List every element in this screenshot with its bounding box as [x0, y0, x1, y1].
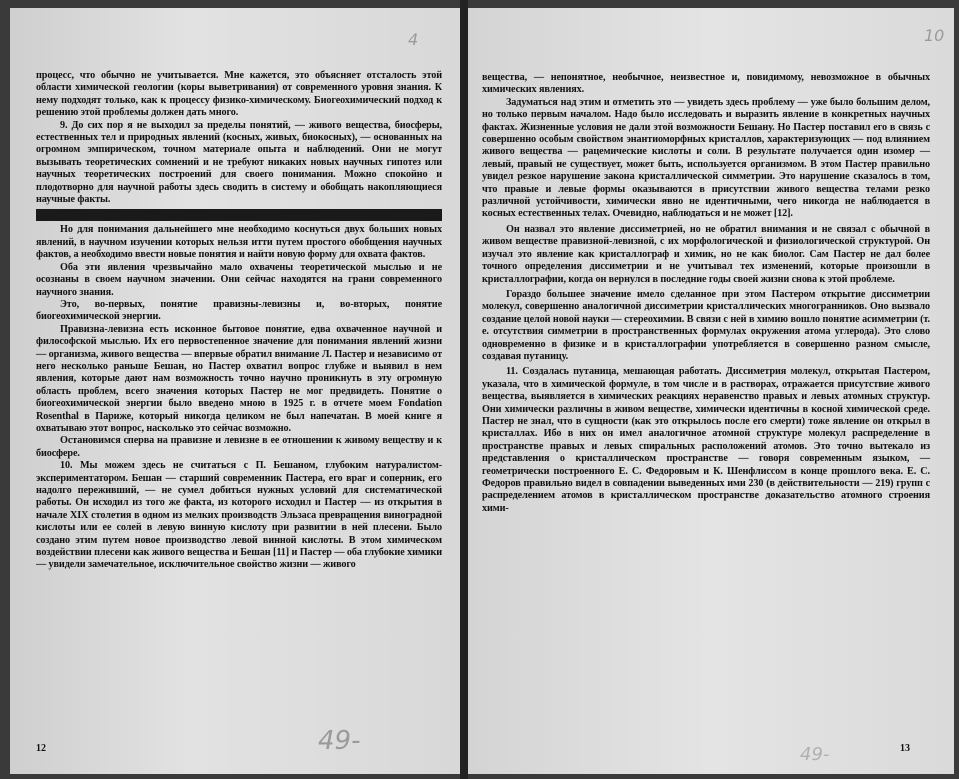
- left-paragraph-6: Правизна-левизна есть исконное бытовое понятие, едва охваченное научной и философской мыслью. Их его первостепенное значение для понимания явлений жизни — организма, живого вещества — впервые обратил внимание Л. Пастер и независимо от него несколько раньше Бешан, но Пастер охватил вопрос глубже и выявил в нем явления, которые дают нам возможность точно научно проникнуть в эту огромную область проблем, всего значения которых Пастер не мог предвидеть. Понятие о биогеохимической энергии было введено мною в 1925 г. в отчете моем Fondation Rosenthal в Париже, который никогда целиком не был напечатан. В моей книге я охватываю этот вопрос, насколько это сейчас возможно.: [36, 323, 442, 434]
- right-paragraph-2: Задуматься над этим и отметить это — увидеть здесь проблему — уже было большим делом, но только первым началом. Надо было исследовать и выразить явление в конкретных научных фактах. Жизненные условия не дали этой возможности Бешану. Но Пастер поставил его в связь с совершенно особым свойством энантиоморфных кристаллов, характеризующих — под влиянием живого вещества — рацемические кислоты и соли. В результате получается один изомер — левый, правый не существует, может быть, используется организмом. В этом Пастер правильно увидел резкое нарушение закона кристаллической симметрии. Это нарушение сказалось в том, что правые и левые формы оказываются в присутствии живого вещества телами резко различной устойчивости, химически явно не идентичными, чего никогда не наблюдается в косных естественных телах. Очевидно, наблюдаться и не может [12].: [482, 96, 930, 220]
- left-paragraph-3: Но для понимания дальнейшего мне необходимо коснуться двух больших новых явлений, в научном изучении которых нельзя итти путем простого обобщения научных фактов, а необходимо ввести новые понятия и найти новую форму для охвата фактов.: [36, 224, 442, 261]
- left-paragraph-7: Остановимся сперва на правизне и левизне в ее отношении к живому веществу и к биосфере.: [36, 435, 442, 459]
- left-paragraph-1: процесс, что обычно не учитывается. Мне кажется, это объясняет отсталость этой области химической геологии (коры выветривания) от современного уровня знания. К нему подходят только, как к процессу физико-химическому. Биогеохимический подход к решению этой проблемы должен дать много.: [36, 70, 442, 119]
- pencil-mark-top-right: 10: [924, 26, 945, 45]
- right-paragraph-5: 11. Создалась путаница, мешающая работать. Диссиметрия молекул, открытая Пастером, указала, что в химической формуле, в том числе и в растворах, отражается присутствие живого вещества, выявляется в химических реакциях неравенство правых и левых атомных структур. Они химически различны в живом веществе, химически идентичны в косной химической среде. Пастер не знал, что в сущности (как это открылось после его смерти) тоже явление он открыл в кристаллах. Ибо в них он имел аналогичное атомной структуре молекул распределение в пространстве правых и левых спиральных расположений атомов. Это точно вытекало из представления о кристаллическом пространстве — говоря современным языком, — геометрически построенного Е. С. Федоровым и К. Шенфлиссом в конце прошлого века. Е. С. Федоров правильно видел в совпадении выведенных ими 230 (в действительности — 219) групп с распределением атомов в кристаллическом пространстве доказательство атомного строения хими-: [482, 366, 930, 514]
- pencil-mark-bottom: 49-: [318, 726, 361, 756]
- left-paragraph-8: 10. Мы можем здесь не считаться с П. Бешаном, глубоким натуралистом-экспериментатором. Бешан — старший современник Пастера, его враг и соперник, его надолго переживший, — не сумел добиться нужных условий для систематической работы. Он исходил из того же факта, из которого исходил и Пастер — из открытия в начале XIX столетия в одном из мелких производств Эльзаса превращения виноградной кислоты или ее солей в левую винную кислоту при развитии в ней плесени. Было создано этим путем новое производство левой винной кислоты. В этом химическом воздействии плесени как живого вещества и Бешан [11] и Пастер — оба глубокие химики — увидели замечательное, исключительное свойство жизни — живого: [36, 460, 442, 571]
- book-gutter: [460, 0, 468, 779]
- pencil-mark-bottom-right: 49-: [800, 744, 830, 765]
- right-paragraph-1: вещества, — непонятное, необычное, неизвестное и, повидимому, невозможное в обычных химических явлениях.: [482, 72, 930, 96]
- left-paragraph-4: Оба эти явления чрезвычайно мало охвачены теоретической мыслью и не осознаны в своем научном значении. Они сейчас находятся на грани современного научного знания.: [36, 261, 442, 298]
- right-paragraph-4: Гораздо большее значение имело сделанное при этом Пастером открытие диссиметрии молекул, совершенно аналогичной диссиметрии кристаллических многогранников. Оно вызвало создание целой новой науки — стереохимии. В связи с ней в химию вошло понятие асимметрии (т. е. отсутствия симметрии в пространственных формулах окружения атома углерода). Это слово одновременно в физике и в кристаллографии употребляется в совершенно разном смысле, создавая путаницу.: [482, 288, 930, 362]
- left-page-number: 12: [36, 743, 46, 754]
- left-paragraph-5: Это, во-первых, понятие правизны-левизны и, во-вторых, понятие биогеохимической энергии.: [36, 298, 442, 323]
- right-page-number: 13: [900, 743, 910, 754]
- pencil-mark-top-left: 4: [408, 30, 419, 49]
- black-rule-bar: [36, 209, 442, 221]
- left-page: [10, 8, 460, 774]
- left-paragraph-2: 9. До сих пор я не выходил за пределы понятий, — живого вещества, биосферы, естественных тел и природных явлений (косных, живых, биокосных), — основанных на огромном эмпирическом, точном материале опыта и наблюдений. Они не могут вызывать теоретических сомнений и не требуют никаких новых научных гипотез или научных теоретических построений для своего понимания. Можно спокойно и плодотворно для научной работы здесь сводить в систему и обобщать накопляющиеся научные факты.: [36, 119, 442, 206]
- right-paragraph-3: Он назвал это явление диссиметрией, но не обратил внимания и не связал с обычной в живом веществе правизной-левизной, с их морфологической и физиологической структурой. Он изучал это явление как кристаллограф и химик, но не как биолог. Сам Пастер не дал более точного определения диссиметрии и не учитывал тех изменений, которые произошли в кристаллографии, когда он вернулся в последние годы своей жизни снова к этой проблеме.: [482, 223, 930, 285]
- right-page: [468, 8, 954, 774]
